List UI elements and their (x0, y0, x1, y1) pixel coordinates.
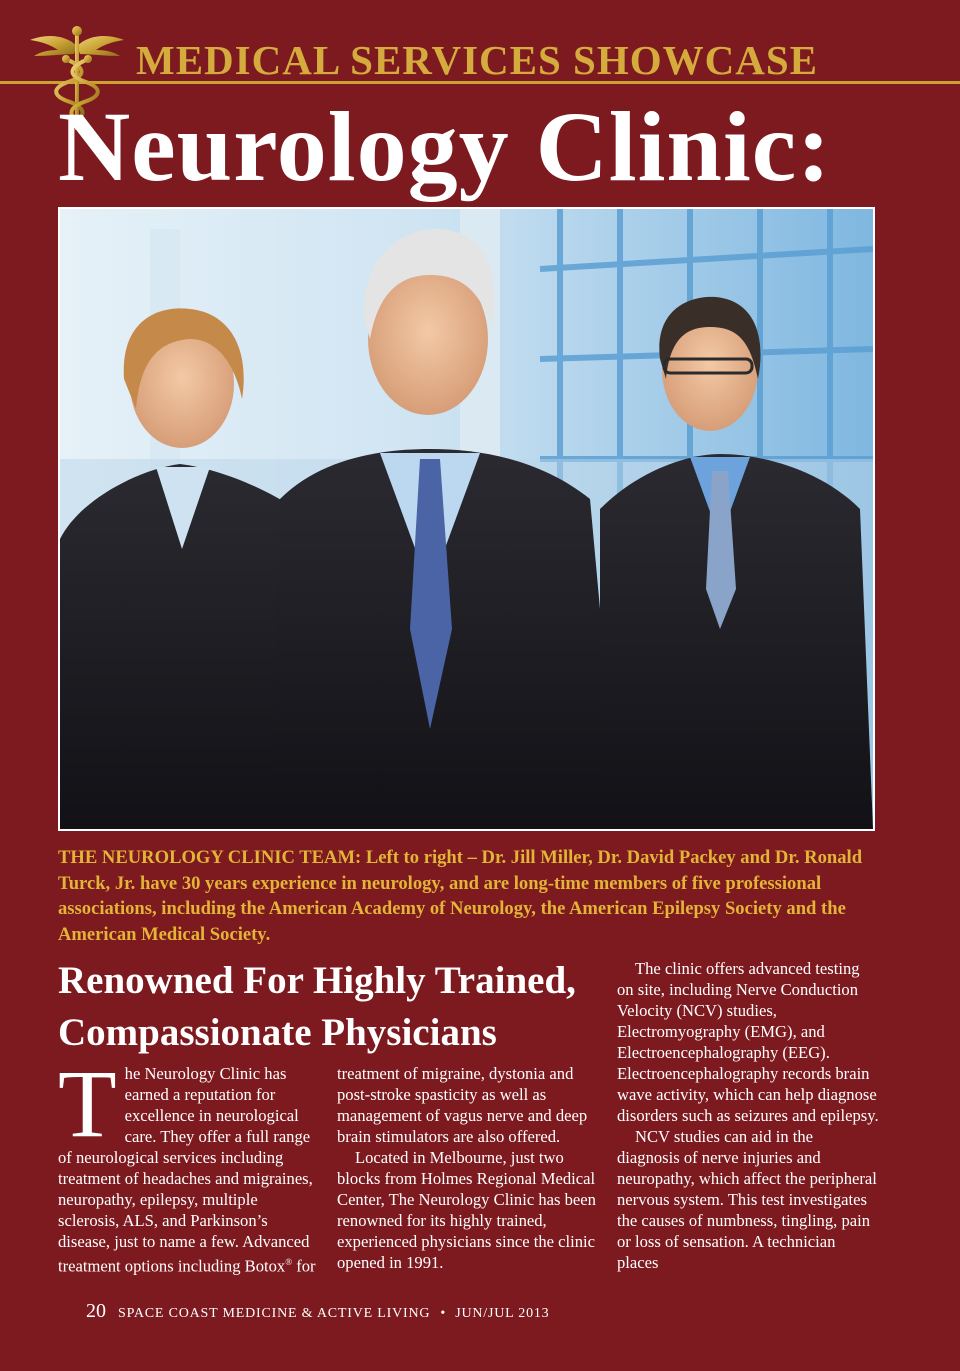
paragraph: treatment of migraine, dystonia and post-stroke spasticity as well as management of vagus nerve and deep brain stimulators are also offered. (337, 1064, 588, 1146)
section-header (0, 0, 960, 86)
footer-separator: • (440, 1306, 446, 1321)
article-subheading (58, 955, 618, 1059)
drop-cap: T (58, 1050, 117, 1157)
article-title: Neurology Clinic: (58, 91, 832, 202)
subhead-line-1: Renowned For Highly Trained, (58, 959, 576, 1002)
photo-caption: THE NEUROLOGY CLINIC TEAM: Left to right – Dr. Jill Miller, Dr. David Packey and Dr. Ronald Turck, Jr. have 30 years experience in neurology, and are long-time members of five professional associations, including the American Academy of Neurology, the American Epilepsy Society and the American Medical Society. (58, 847, 863, 945)
paragraph: Located in Melbourne, just two blocks from Holmes Regional Medical Center, The Neurology Clinic has been renowned for its highly trained, experienced physicians since the clinic opened in 1991. (337, 1148, 596, 1272)
section-title: MEDICAL SERVICES SHOWCASE (136, 37, 819, 83)
issue-date: JUN/JUL 2013 (455, 1306, 550, 1321)
page-footer (86, 1300, 549, 1323)
article-column-1 (58, 1050, 318, 1277)
paragraph: NCV studies can aid in the diagnosis of nerve injuries and neuropathy, which affect the peripheral nervous system. This test investigates the causes of numbness, tingling, pain or loss of sensation. A technician places (617, 1127, 877, 1272)
paragraph: The Neurology Clinic has earned a reputation for excellence in neurological care. They offer a full range of neurological services including treatment of headaches and migraines, neuropathy, epilepsy, multiple sclerosis, ALS, and Parkinson’s disease, just to name a few. Advanced treatment options including Botox® for (58, 1050, 316, 1276)
article-column-3 (617, 958, 879, 1273)
article-column-2 (337, 1063, 599, 1273)
team-photo (58, 207, 875, 831)
page-number: 20 (86, 1300, 106, 1322)
paragraph: The clinic offers advanced testing on site, including Nerve Conduction Velocity (NCV) studies, Electromyography (EMG), and Electroencephalography (EEG). Electroencephalography records brain wave activity, which can help diagnose disorders such as seizures and epilepsy. (617, 959, 879, 1125)
subhead-line-2: Compassionate Physicians (58, 1011, 497, 1054)
publication-name: SPACE COAST MEDICINE & ACTIVE LIVING (118, 1306, 431, 1321)
